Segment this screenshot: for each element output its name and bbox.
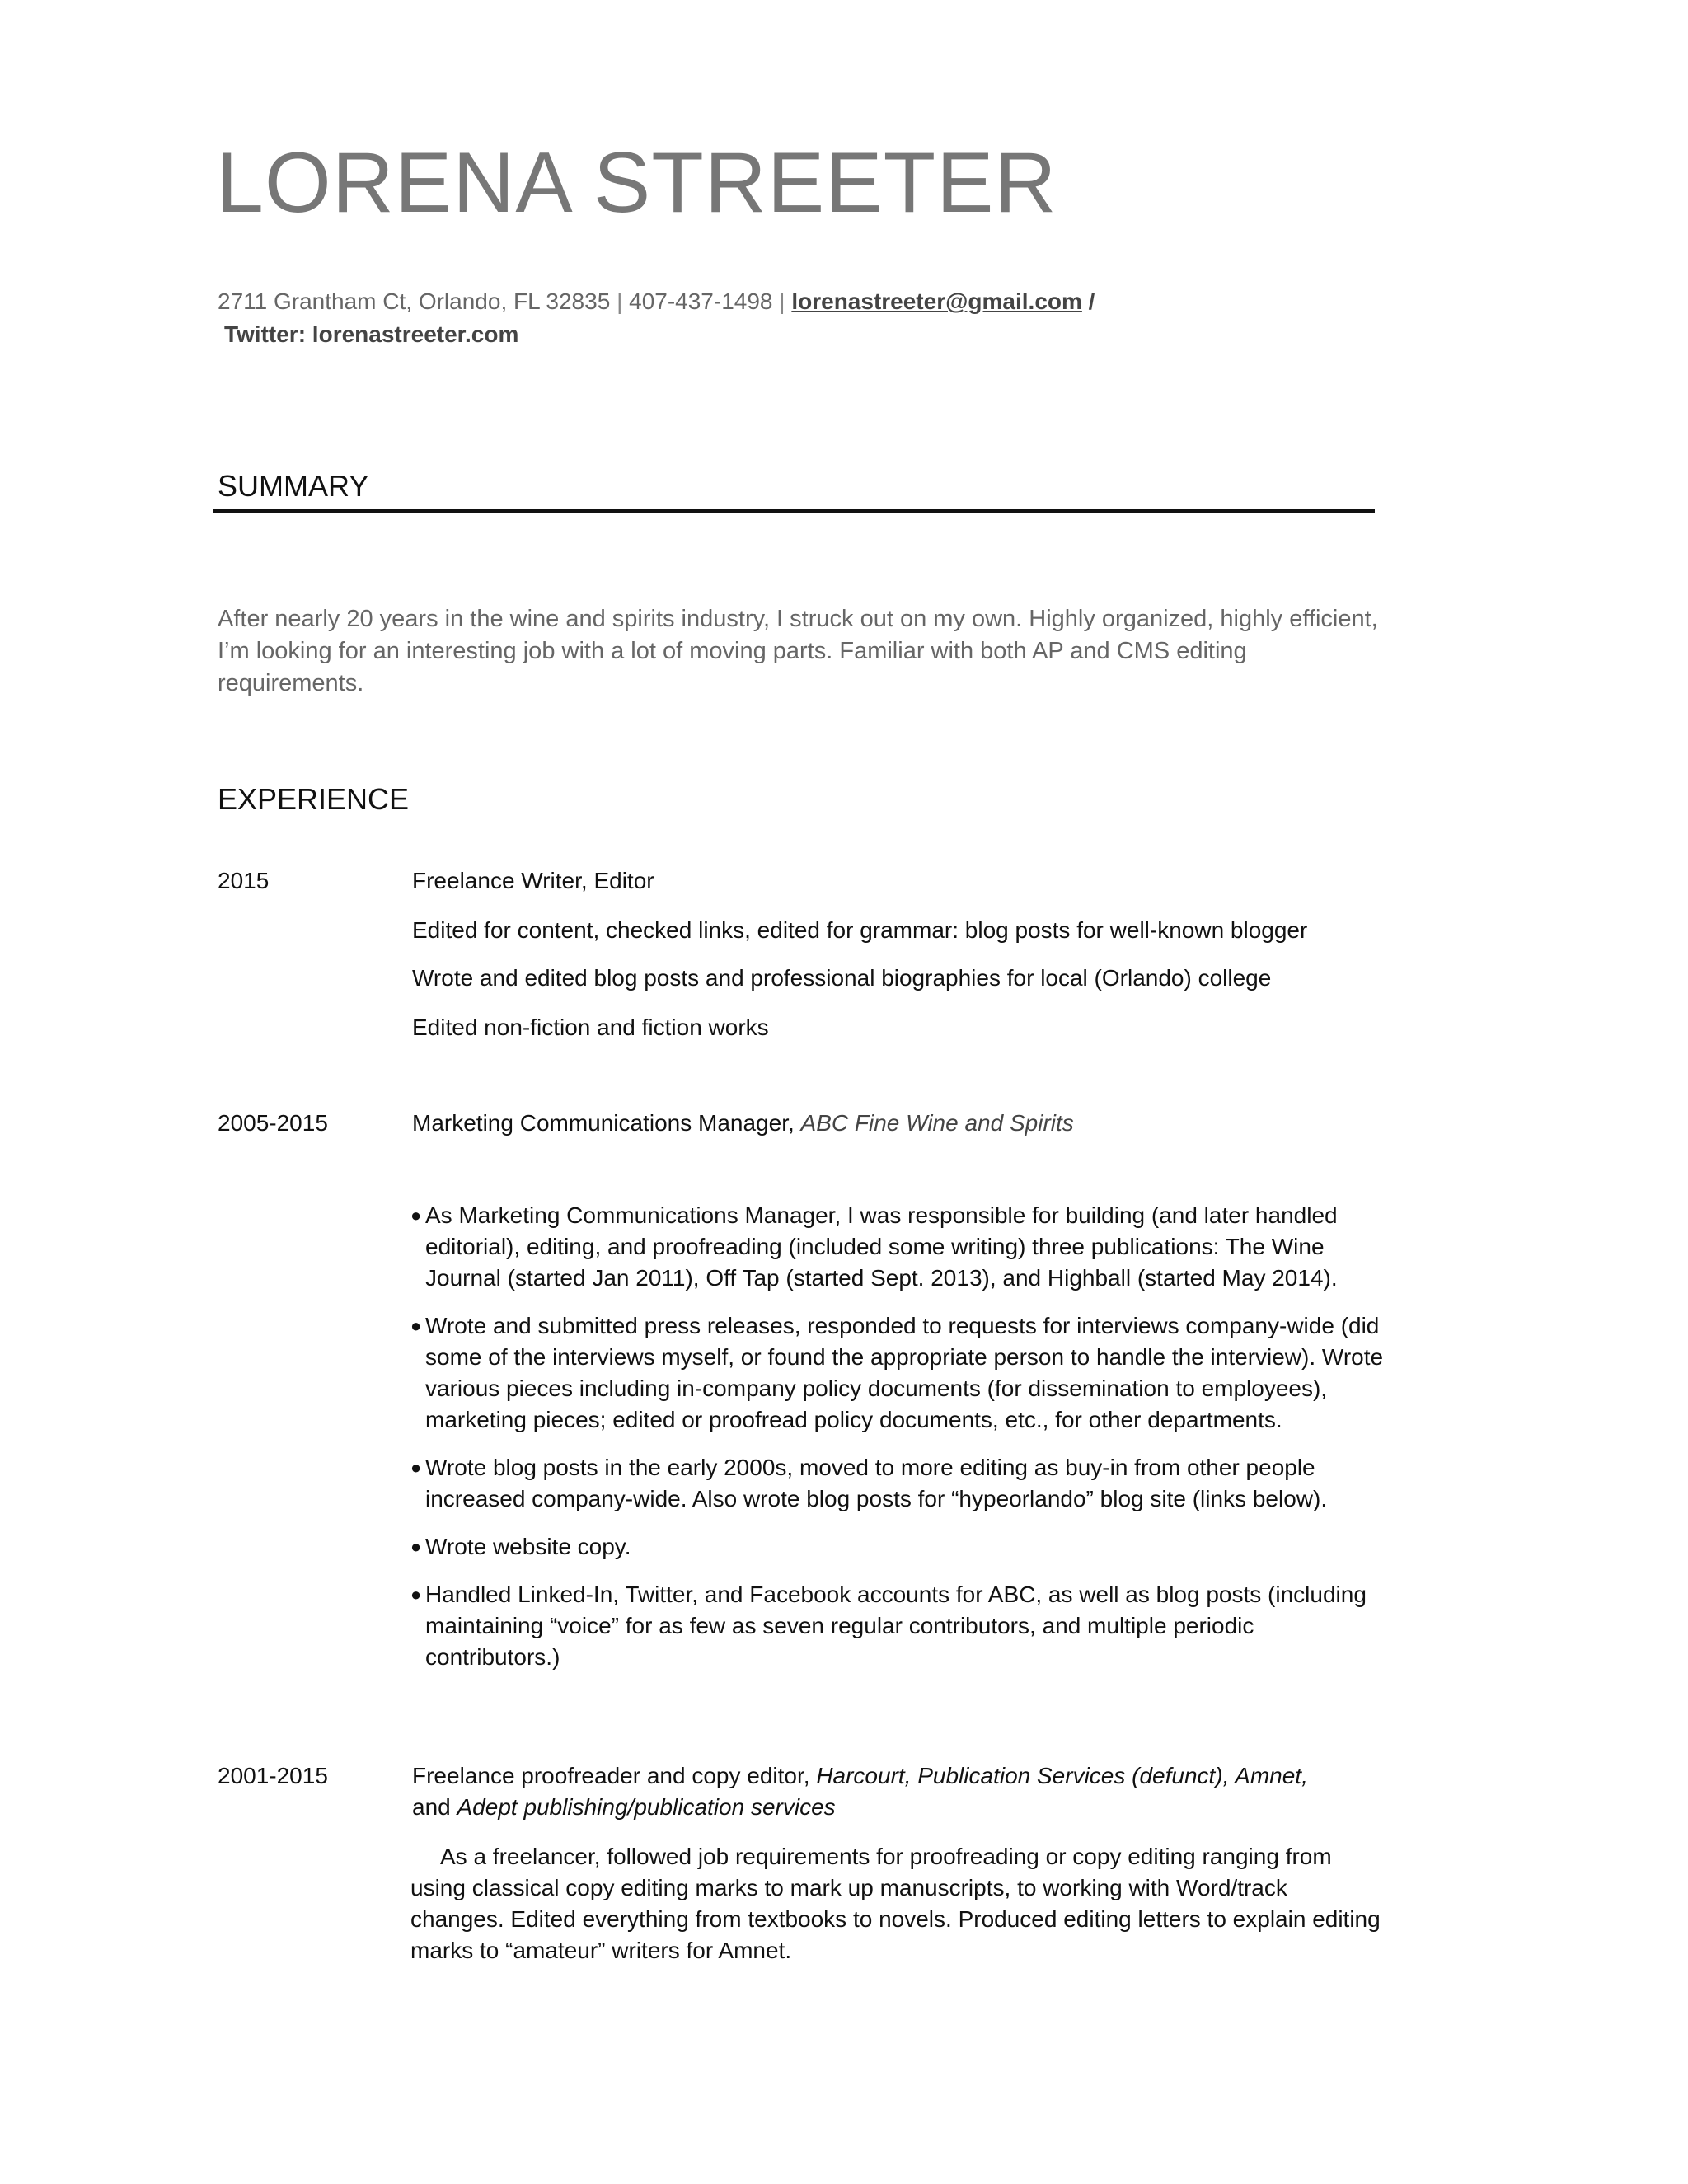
entry-date: 2015 <box>218 868 270 893</box>
experience-heading: EXPERIENCE <box>218 782 410 816</box>
client-conjunction: and <box>412 1794 457 1820</box>
entry-title <box>412 1760 1385 1823</box>
resume-name: LORENA STREETER <box>216 135 1057 231</box>
list-item <box>410 1452 1391 1515</box>
entry-line: Wrote and edited blog posts and professional biographies for local (Orlando) college <box>412 965 1272 991</box>
slash: / <box>1088 288 1095 314</box>
bullet-text: Wrote blog posts in the early 2000s, moved to more editing as buy-in from other people increased company-wide. Also wrote blog posts for “hypeorlando” blog site (links below). <box>425 1455 1328 1511</box>
list-item <box>410 1579 1391 1673</box>
bullet-icon: ● <box>410 1457 422 1478</box>
bullet-icon: ● <box>410 1536 422 1557</box>
list-item <box>410 1531 1391 1563</box>
bullet-icon: ● <box>410 1315 422 1336</box>
contact-line <box>218 285 1095 318</box>
job-title: Marketing Communications Manager, <box>412 1110 801 1136</box>
entry-line: Edited non-fiction and fiction works <box>412 1015 769 1040</box>
entry-date: 2001-2015 <box>218 1763 328 1788</box>
bullet-text: Handled Linked-In, Twitter, and Facebook accounts for ABC, as well as blog posts (including maintaining “voice” for as few as seven regular contributors, and multiple periodic contributors.) <box>425 1582 1367 1670</box>
separator: | <box>779 288 785 314</box>
summary-text: After nearly 20 years in the wine and spirits industry, I struck out on my own. Highly organized, highly efficient, I’m looking for an interesting job with a lot of moving parts. Familiar with both AP and CMS editing requirements. <box>218 606 1378 696</box>
address: 2711 Grantham Ct, Orlando, FL 32835 <box>218 288 611 314</box>
job-title: Freelance proofreader and copy editor, <box>412 1763 817 1788</box>
client-list-2: Adept publishing/publication services <box>457 1794 836 1820</box>
bullet-text: Wrote and submitted press releases, responded to requests for interviews company-wide (did some of the interviews myself, or found the appropriate person to handle the interview). Wrote various pieces including in-company policy documents (for dissemination to employees), marketing pieces; edited or proofread policy documents, etc., for other departments. <box>425 1313 1384 1432</box>
summary-divider <box>213 509 1375 513</box>
list-item <box>410 1310 1391 1436</box>
bullet-icon: ● <box>410 1205 422 1226</box>
separator: | <box>617 288 623 314</box>
bullet-text: As Marketing Communications Manager, I was responsible for building (and later handled editorial), editing, and proofreading (included some writing) three publications: The Wine Journal (started Jan 2011), Off Tap (started Sept. 2013), and Highball (started May 2014). <box>425 1202 1338 1291</box>
email-link[interactable]: lorenastreeter@gmail.com <box>791 288 1082 314</box>
entry-line: Edited for content, checked links, edited for grammar: blog posts for well-known blogger <box>412 917 1308 943</box>
twitter-handle: Twitter: lorenastreeter.com <box>224 321 519 347</box>
bullet-text: Wrote website copy. <box>425 1534 631 1559</box>
entry-paragraph: As a freelancer, followed job requirements for proofreading or copy editing ranging from using classical copy editing marks to mark up manuscripts, to working with Word/track changes. Edited everything from textbooks to novels. Produced editing letters to explain editing marks to “amateur” writers for Amnet. <box>410 1844 1381 1963</box>
entry-title <box>412 1108 1385 1139</box>
responsibility-list <box>410 1200 1391 1690</box>
summary-heading: SUMMARY <box>218 469 369 503</box>
entry-title: Freelance Writer, Editor <box>412 868 654 893</box>
client-list: Harcourt, Publication Services (defunct), Amnet, <box>816 1763 1308 1788</box>
phone: 407-437-1498 <box>629 288 773 314</box>
list-item <box>410 1200 1391 1294</box>
bullet-icon: ● <box>410 1584 422 1605</box>
entry-date: 2005-2015 <box>218 1110 328 1136</box>
company-name: ABC Fine Wine and Spirits <box>800 1110 1074 1136</box>
